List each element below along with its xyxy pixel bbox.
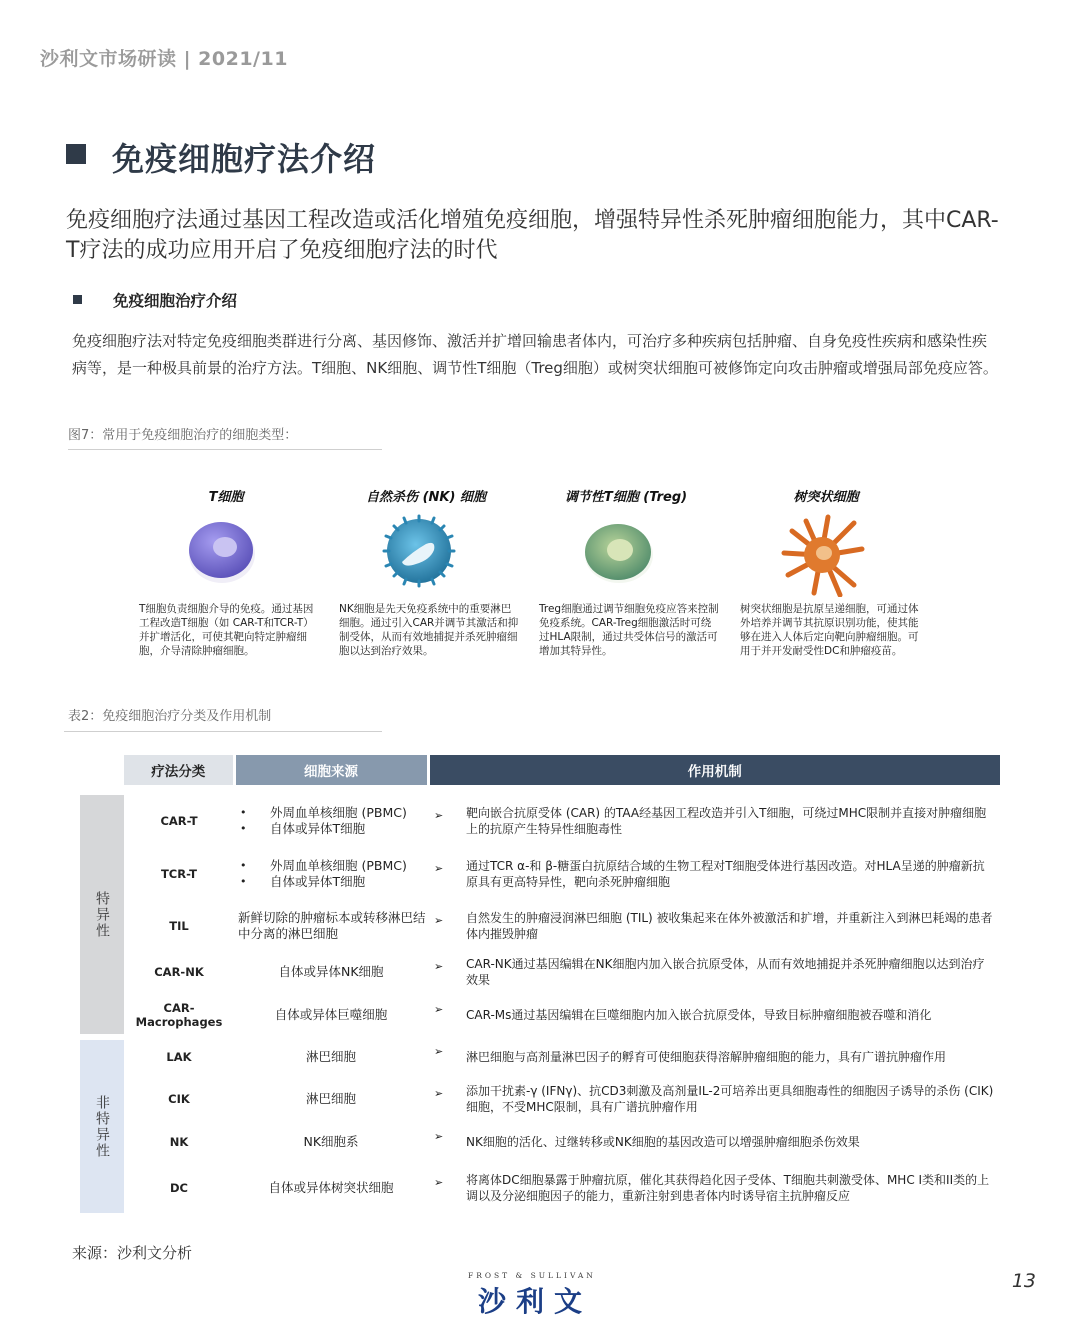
group-nonspecific: 非特异性 [80, 1037, 124, 1213]
mechanism-text: ➢ NK细胞的活化、过继转移或NK细胞的基因改造可以增强肿瘤细胞杀伤效果 [434, 1130, 860, 1149]
section-title: 免疫细胞治疗介绍 [113, 292, 238, 310]
arrow-bullet-icon: ➢ [434, 862, 444, 876]
mechanism-text: ➢ 将离体DC细胞暴露于肿瘤抗原，催化其获得趋化因子受体、T细胞共刺激受体、MHC I类和II类的上调以及分泌细胞因子的能力，重新注射到患者体内时诱导宿主抗肿瘤反应 [434, 1173, 990, 1203]
table-caption-rule [64, 731, 382, 732]
treg-cell-icon [582, 519, 656, 585]
logo-small-text: FROST & SULLIVAN [468, 1271, 596, 1280]
arrow-bullet-icon: ➢ [434, 1045, 444, 1059]
source-item: • 自体或异体T细胞 [238, 821, 428, 837]
mechanism-text: ➢ 淋巴细胞与高剂量淋巴因子的孵育可使细胞获得溶解肿瘤细胞的能力，具有广谱抗肿瘤作用 [434, 1045, 947, 1064]
therapy-type: NK [169, 1135, 189, 1149]
source-text: 自体或异体NK细胞 [278, 964, 384, 979]
therapy-type: CAR-T [160, 814, 198, 828]
table-row [80, 847, 1000, 901]
dendritic-cell-icon [780, 513, 866, 597]
table-row [80, 901, 1000, 951]
source-item: • 外周血单核细胞 (PBMC) [238, 858, 428, 874]
page-subtitle: 免疫细胞疗法通过基因工程改造或活化增殖免疫细胞，增强特异性杀死肿瘤细胞能力，其中CAR-T疗法的成功应用开启了免疫细胞疗法的时代 [66, 208, 999, 263]
therapy-type: LAK [166, 1050, 192, 1064]
group-specific: 特异性 [80, 795, 124, 1037]
arrow-bullet-icon: ➢ [434, 1176, 444, 1190]
page-number: 13 [1011, 1270, 1036, 1292]
arrow-bullet-icon: ➢ [434, 960, 444, 974]
table-row [80, 1037, 1000, 1077]
arrow-bullet-icon: ➢ [434, 1087, 444, 1101]
source-text: 新鲜切除的肿瘤标本或转移淋巴结中分离的淋巴细胞 [238, 910, 426, 941]
figure-caption: 图7：常用于免疫细胞治疗的细胞类型： [68, 428, 298, 443]
source-text: 自体或异体树突状细胞 [268, 1180, 394, 1195]
header-source: 细胞来源 [234, 755, 428, 785]
source-text: 淋巴细胞 [305, 1091, 356, 1106]
arrow-bullet-icon: ➢ [434, 914, 444, 928]
table-row [80, 951, 1000, 993]
cell-desc-dc: 树突状细胞是抗原呈递细胞，可通过体外培养并调节其抗原识别功能，使其能够在进入人体后定向靶向肿瘤细胞。可用于并开发耐受性DC和肿瘤疫苗。 [740, 603, 919, 657]
header-text: 沙利文市场研读 | 2021/11 [40, 48, 288, 70]
logo-main-text: 沙利文 [478, 1285, 593, 1318]
table-row [80, 1077, 1000, 1121]
cell-desc-nk: NK细胞是先天免疫系统中的重要淋巴细胞。通过引入CAR并调节其激活和抑制受体，从而有效地捕捉并杀死肿瘤细胞以达到治疗效果。 [339, 603, 519, 657]
mechanism-table [80, 755, 1000, 1213]
therapy-type: DC [170, 1181, 188, 1195]
therapy-type: TIL [169, 919, 189, 933]
mechanism-text: ➢ 靶向嵌合抗原受体 (CAR) 的TAA经基因工程改造并引入T细胞，可绕过MHC限制并直接对肿瘤细胞上的抗原产生特异性细胞毒性 [434, 806, 987, 836]
title-marker [66, 144, 86, 164]
page-title: 免疫细胞疗法介绍 [112, 140, 377, 178]
therapy-type: TCR-T [160, 867, 198, 881]
section-marker [73, 295, 82, 304]
arrow-bullet-icon: ➢ [434, 809, 444, 823]
table-row [80, 1163, 1000, 1213]
table-row [80, 993, 1000, 1037]
cell-title-t: T细胞 [208, 490, 244, 505]
cell-title-dc: 树突状细胞 [793, 490, 859, 505]
arrow-bullet-icon: ➢ [434, 1130, 444, 1144]
source-note: 来源：沙利文分析 [72, 1244, 193, 1262]
mechanism-text: ➢ CAR-NK通过基因编辑在NK细胞内加入嵌合抗原受体，从而有效地捕捉并杀死肿瘤细胞以达到治疗效果 [434, 957, 985, 987]
therapy-type: CIK [168, 1092, 190, 1106]
header-category: 疗法分类 [124, 755, 234, 785]
t-cell-icon [185, 517, 261, 585]
mechanism-text: ➢ 自然发生的肿瘤浸润淋巴细胞 (TIL) 被收集起来在体外被激活和扩增，并重新注入到淋巴耗竭的患者体内摧毁肿瘤 [434, 911, 993, 941]
mechanism-text: ➢ CAR-Ms通过基因编辑在巨噬细胞内加入嵌合抗原受体，导致目标肿瘤细胞被吞噬和消化 [434, 1003, 932, 1022]
source-item: • 外周血单核细胞 (PBMC) [238, 805, 428, 821]
mechanism-text: ➢ 通过TCR α-和 β-糖蛋白抗原结合域的生物工程对T细胞受体进行基因改造。对HLA呈递的肿瘤新抗原具有更高特异性，靶向杀死肿瘤细胞 [434, 859, 985, 889]
source-text: 淋巴细胞 [305, 1049, 356, 1064]
nk-cell-icon [382, 514, 456, 588]
table-caption: 表2：免疫细胞治疗分类及作用机制 [68, 709, 272, 724]
cell-desc-treg: Treg细胞通过调节细胞免疫应答来控制免疫系统。CAR-Treg细胞激活时可绕过HLA限制，通过共受体信号的激活可增加其特异性。 [539, 603, 719, 657]
cell-title-treg: 调节性T细胞 (Treg) [564, 490, 688, 505]
table-header-row [80, 755, 1000, 785]
header-mechanism: 作用机制 [428, 755, 1000, 785]
table-row [80, 795, 1000, 847]
source-text: 自体或异体巨噬细胞 [274, 1007, 388, 1022]
arrow-bullet-icon: ➢ [434, 1003, 444, 1017]
figure-caption-rule [68, 449, 382, 450]
source-text: NK细胞系 [303, 1134, 359, 1149]
therapy-type: CAR-NK [154, 965, 204, 979]
source-item: • 自体或异体T细胞 [238, 874, 428, 890]
intro-paragraph: 免疫细胞疗法对特定免疫细胞类群进行分离、基因修饰、激活并扩增回输患者体内，可治疗多种疾病包括肿瘤、自身免疫性疾病和感染性疾病等，是一种极具前景的治疗方法。T细胞、NK细胞、调节性T细胞（Treg细胞）或树突状细胞可被修饰定向攻击肿瘤或增强局部免疫应答。 [72, 332, 998, 377]
mechanism-text: ➢ 添加干扰素-γ (IFNγ)、抗CD3刺激及高剂量IL-2可培养出更具细胞毒性的细胞因子诱导的杀伤 (CIK) 细胞，不受MHC限制，具有广谱抗肿瘤作用 [434, 1084, 994, 1114]
table-row [80, 1121, 1000, 1163]
cell-title-nk: 自然杀伤 (NK) 细胞 [366, 490, 486, 505]
therapy-type: CAR- Macrophages [135, 1001, 223, 1029]
cell-desc-t: T细胞负责细胞介导的免疫。通过基因工程改造T细胞（如 CAR-T和TCR-T）并扩增活化，可使其靶向特定肿瘤细胞，介导清除肿瘤细胞。 [139, 603, 314, 657]
